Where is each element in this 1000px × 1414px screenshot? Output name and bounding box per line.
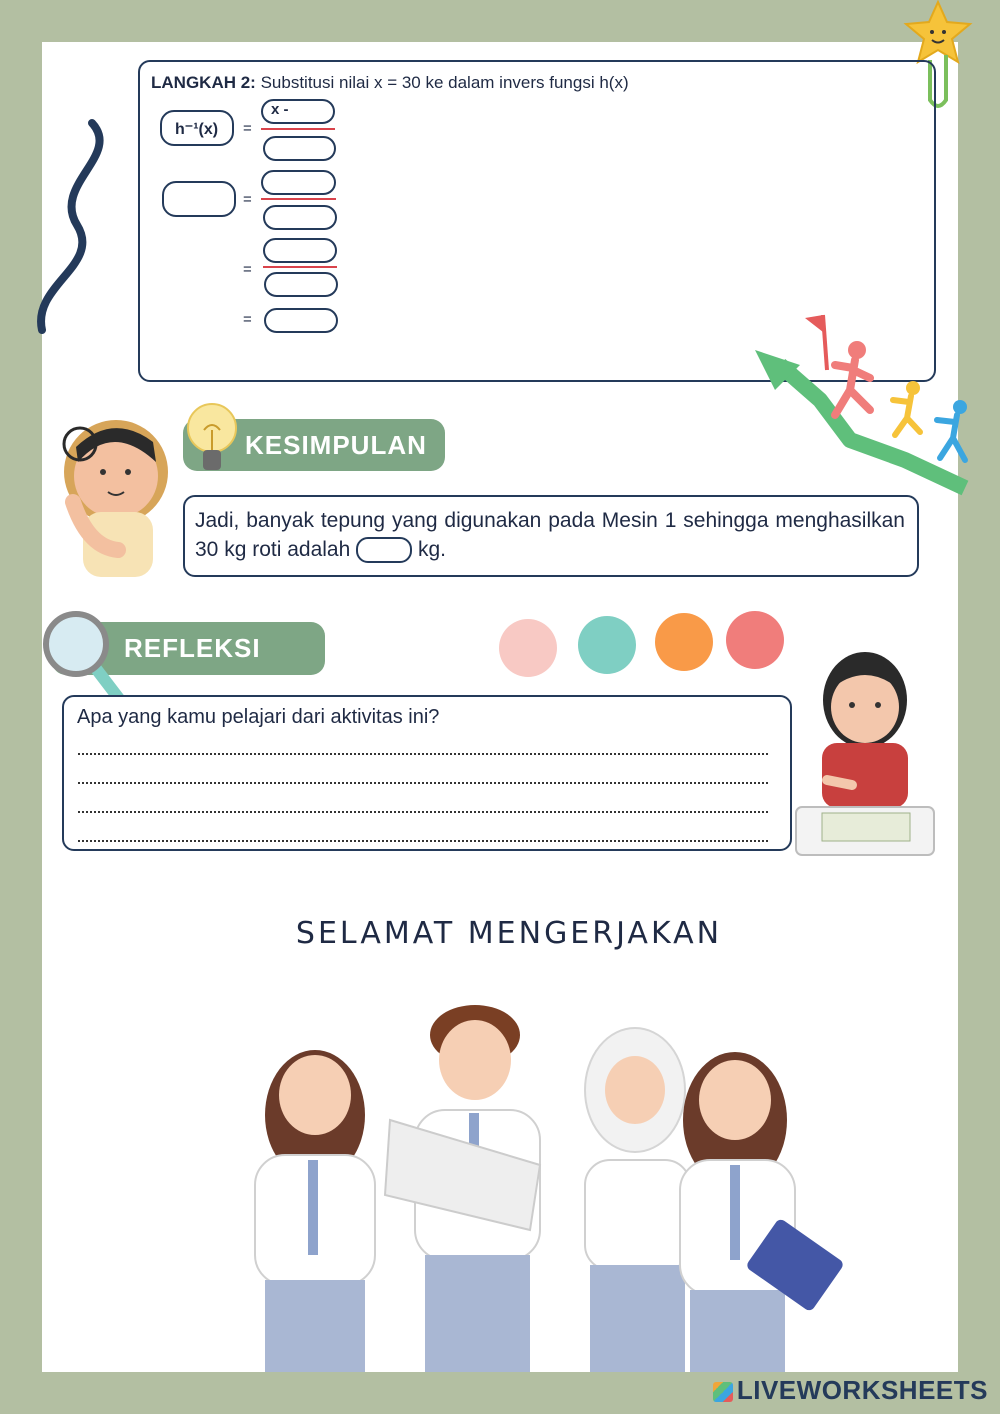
conclusion-text-part2: kg. xyxy=(417,538,446,561)
fraction-line xyxy=(261,198,336,200)
equals-sign: = xyxy=(243,311,252,328)
answer-line-2[interactable] xyxy=(78,782,768,784)
reflection-question: Apa yang kamu pelajari dari aktivitas ini? xyxy=(77,706,440,728)
magnifier-icon xyxy=(42,608,132,708)
conclusion-text xyxy=(195,506,905,564)
brand-icon xyxy=(713,1382,733,1402)
numerator-input-2[interactable] xyxy=(261,170,336,195)
denominator-input-2[interactable] xyxy=(263,205,337,230)
conclusion-answer-input[interactable] xyxy=(356,537,412,563)
brand-logo xyxy=(713,1375,988,1406)
lightbulb-icon xyxy=(186,400,241,478)
denominator-input-3[interactable] xyxy=(264,272,338,297)
brand-text: LIVEWORKSHEETS xyxy=(736,1375,988,1405)
fraction-line xyxy=(261,128,335,130)
climbing-people-illustration xyxy=(755,310,970,500)
answer-line-1[interactable] xyxy=(78,753,768,755)
wavy-line-decoration xyxy=(22,115,112,340)
students-illustration xyxy=(210,995,850,1372)
conclusion-title: KESIMPULAN xyxy=(245,430,427,460)
thinking-boy-illustration xyxy=(58,412,173,580)
final-answer-input[interactable] xyxy=(264,308,338,333)
denominator-input-1[interactable] xyxy=(263,136,336,161)
swatch-red xyxy=(726,611,784,669)
step-title xyxy=(151,73,629,93)
closing-text: SELAMAT MENGERJAKAN xyxy=(295,916,723,951)
answer-line-4[interactable] xyxy=(78,840,768,842)
swatch-orange xyxy=(655,613,713,671)
thinking-girl-illustration xyxy=(792,645,938,860)
equals-sign: = xyxy=(243,120,252,137)
answer-input-left[interactable] xyxy=(162,181,236,217)
swatch-pink xyxy=(499,619,557,677)
fraction-line xyxy=(263,266,337,268)
numerator-prefix: x - xyxy=(271,101,289,118)
numerator-input-1[interactable] xyxy=(261,99,335,124)
step-title-bold: LANGKAH 2: xyxy=(151,73,256,92)
conclusion-text-part1: Jadi, banyak tepung yang digunakan pada Mesin 1 sehingga menghasilkan 30 kg roti adalah xyxy=(195,509,905,561)
function-label: h⁻¹(x) xyxy=(175,121,219,138)
conclusion-box xyxy=(183,495,919,577)
equals-sign: = xyxy=(243,191,252,208)
equals-sign: = xyxy=(243,261,252,278)
numerator-input-3[interactable] xyxy=(263,238,337,263)
step-title-text: Substitusi nilai x = 30 ke dalam invers fungsi h(x) xyxy=(260,73,629,92)
function-label-pill xyxy=(160,110,234,146)
swatch-teal xyxy=(578,616,636,674)
answer-line-3[interactable] xyxy=(78,811,768,813)
reflection-title: REFLEKSI xyxy=(124,633,261,663)
